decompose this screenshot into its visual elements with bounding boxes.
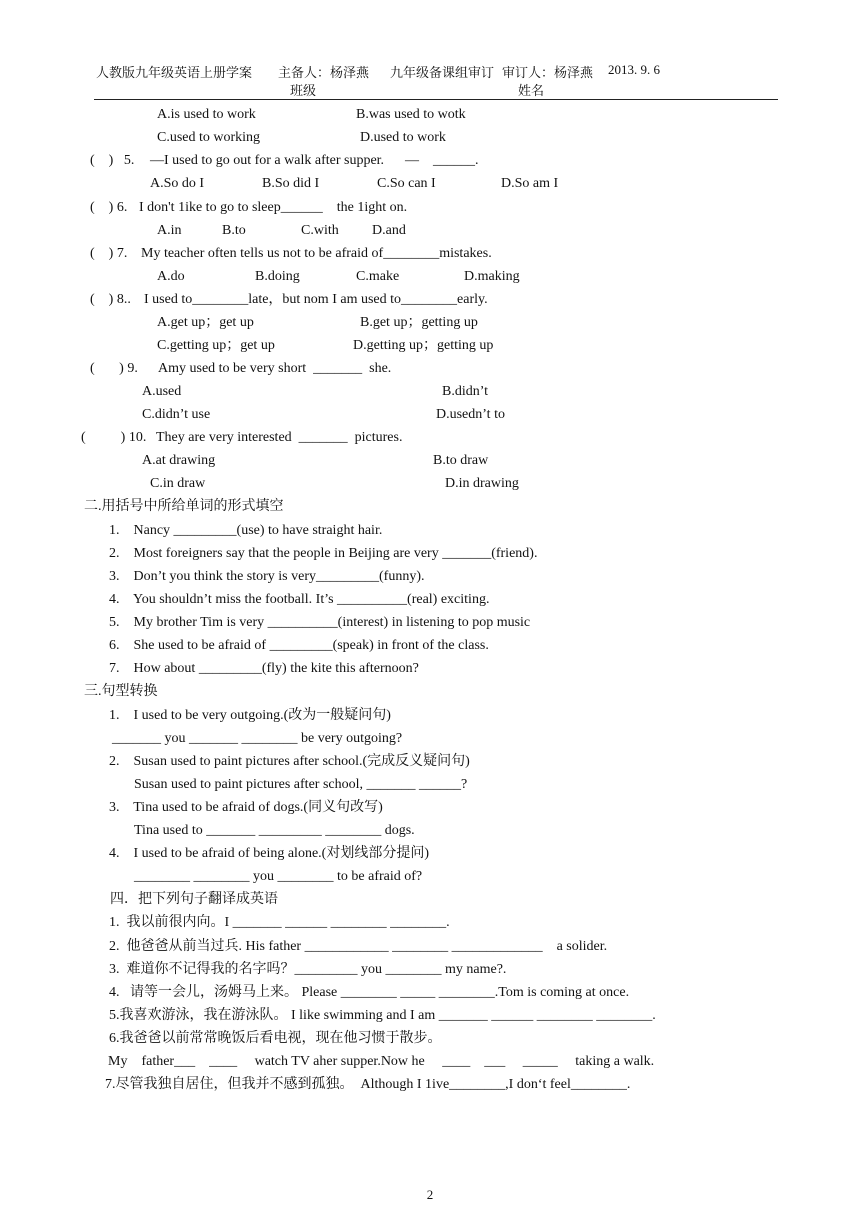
q8-stem: I used to________late，but nom I am used to________early. (144, 292, 488, 307)
q9-stem: Amy used to be very short _______ she. (158, 361, 392, 376)
part3-answer-1: _______ you _______ ________ be very outgoing? (112, 731, 403, 746)
q8-number: ( ) 8.. (90, 292, 131, 307)
q6-option-d: D.and (372, 223, 406, 238)
part2-item: 7. How about _________(fly) the kite this afternoon? (109, 661, 419, 676)
q8-option-d: D.getting up；getting up (353, 338, 494, 353)
part3-question-2: 2. Susan used to paint pictures after school.(完成反义疑问句) (109, 754, 470, 769)
q10-option-c: C.in draw (150, 476, 206, 491)
q6-stem: I don't 1ike to go to sleep______ the 1ight on. (139, 200, 408, 215)
part3-answer-4: ________ ________ you ________ to be afraid of? (134, 869, 423, 884)
q7-option-b: B.doing (255, 269, 300, 284)
header-book-title: 人教版九年级英语上册学案 (96, 65, 253, 80)
q9-option-c: C.didn’t use (142, 407, 211, 422)
part4-item-6-answer: My father___ ____ watch TV aher supper.Now he ____ ___ _____ taking a walk. (108, 1054, 655, 1069)
q10-number: ( ) 10. (81, 430, 147, 445)
q9-option-a: A.used (142, 384, 182, 399)
part4-item-4: 4. 请等一会儿，汤姆马上来。 Please ________ _____ ________.Tom is coming at once. (109, 985, 630, 1000)
part2-item: 4. You shouldn’t miss the football. It’s __________(real) exciting. (109, 592, 490, 607)
part3-question-1: 1. I used to be very outgoing.(改为一般疑问句) (109, 708, 391, 723)
part4-item-2: 2. 他爸爸从前当过兵. His father ____________ ________ _____________ a solider. (109, 939, 608, 954)
q9-option-d: D.usedn’t to (436, 407, 505, 422)
q6-number: ( ) 6. (90, 200, 128, 215)
q8-option-a: A.get up；get up (157, 315, 254, 330)
q4-option-b: B.was used to wotk (356, 107, 466, 122)
part2-item: 1. Nancy _________(use) to have straight hair. (109, 523, 383, 538)
q10-stem: They are very interested _______ pictures. (156, 430, 403, 445)
part4-item-3: 3. 难道你不记得我的名字吗？_________ you ________ my name?. (109, 962, 507, 977)
q6-option-a: A.in (157, 223, 182, 238)
q6-option-b: B.to (222, 223, 246, 238)
part2-title: 二.用括号中所给单词的形式填空 (84, 499, 284, 514)
q10-option-d: D.in drawing (445, 476, 519, 491)
q4-option-a: A.is used to work (157, 107, 256, 122)
q5-option-d: D.So am I (501, 176, 559, 191)
header-preparer: 主备人：杨泽燕 (278, 65, 370, 80)
part3-question-4: 4. I used to be afraid of being alone.(对划线部分提问) (109, 846, 429, 861)
q5-option-a: A.So do I (150, 176, 205, 191)
part4-item-1: 1. 我以前很内向。I _______ ______ ________ ________. (109, 915, 450, 930)
q7-option-a: A.do (157, 269, 185, 284)
header-review-group: 九年级备课组审订 (390, 65, 495, 80)
part2-item: 3. Don’t you think the story is very_________(funny). (109, 569, 425, 584)
part3-question-3: 3. Tina used to be afraid of dogs.(同义句改写) (109, 800, 383, 815)
q10-option-b: B.to draw (433, 453, 489, 468)
q8-option-b: B.get up；getting up (360, 315, 478, 330)
header-divider (94, 99, 778, 100)
part2-item: 5. My brother Tim is very __________(interest) in listening to pop music (109, 615, 531, 630)
part4-title: 四．把下列句子翻译成英语 (110, 892, 278, 907)
part3-answer-2: Susan used to paint pictures after school, _______ ______? (134, 777, 468, 792)
q4-option-c: C.used to working (157, 130, 261, 145)
q9-option-b: B.didn’t (442, 384, 489, 399)
part4-item-7: 7.尽管我独自居住，但我并不感到孤独。 Although I 1ive________,I don‘t feel________. (105, 1077, 631, 1092)
header-reviewer: 审订人：杨泽燕 (502, 65, 594, 80)
q4-option-d: D.used to work (360, 130, 446, 145)
q6-option-c: C.with (301, 223, 339, 238)
q9-number: ( ) 9. (90, 361, 138, 376)
part4-item-6: 6.我爸爸以前常常晚饭后看电视，现在他习惯于散步。 (109, 1031, 442, 1046)
q7-stem: My teacher often tells us not to be afraid of________mistakes. (141, 246, 492, 261)
header-class-label: 班级 (290, 83, 317, 98)
q7-number: ( ) 7. (90, 246, 128, 261)
q8-option-c: C.getting up；get up (157, 338, 275, 353)
q5-option-b: B.So did I (262, 176, 320, 191)
part4-item-5: 5.我喜欢游泳，我在游泳队。 I like swimming and I am _______ ______ ________ ________. (109, 1008, 656, 1023)
q10-option-a: A.at drawing (142, 453, 216, 468)
q7-option-c: C.make (356, 269, 400, 284)
q5-stem: —I used to go out for a walk after supper. — ______. (150, 153, 479, 168)
q5-option-c: C.So can I (377, 176, 436, 191)
part2-item: 6. She used to be afraid of _________(speak) in front of the class. (109, 638, 489, 653)
part3-title: 三.句型转换 (84, 684, 158, 699)
q7-option-d: D.making (464, 269, 520, 284)
part2-item: 2. Most foreigners say that the people in Beijing are very _______(friend). (109, 546, 538, 561)
q5-number: ( ) 5. (90, 153, 135, 168)
header-date: 2013. 9. 6 (608, 62, 660, 77)
page-number: 2 (426, 1187, 434, 1202)
part3-answer-3: Tina used to _______ _________ ________ dogs. (134, 823, 415, 838)
header-name-label: 姓名 (518, 83, 545, 98)
